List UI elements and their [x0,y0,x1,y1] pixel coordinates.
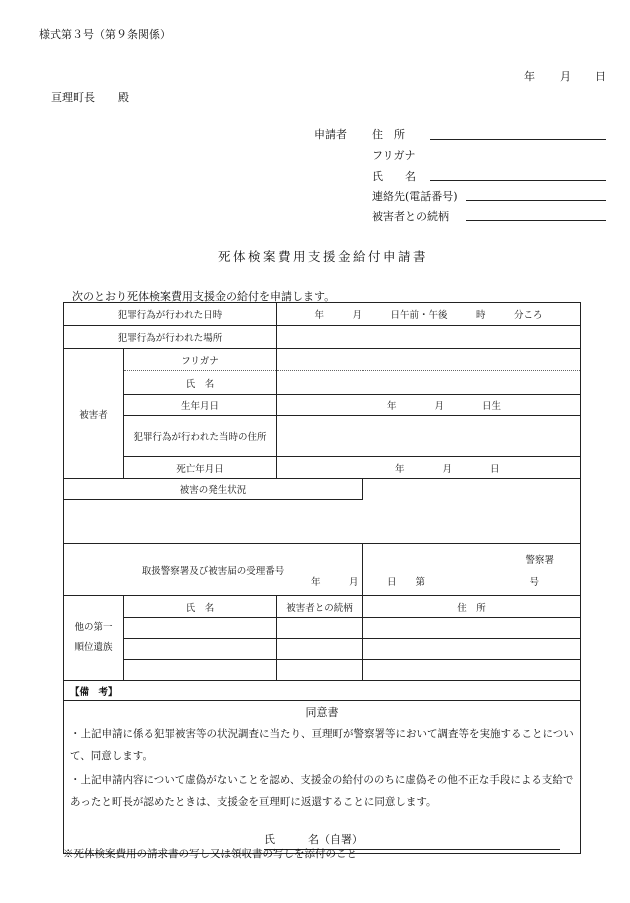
family-relation-field-1[interactable] [277,618,363,639]
addressee-honorific: 殿 [118,91,129,104]
other-family-label-line1: 他の第一 [74,622,113,633]
family-address-field-2[interactable] [363,639,581,660]
date-month: 月 [560,70,571,83]
victim-name-label: 氏 名 [124,371,277,395]
signature-label: 氏 名（自署） [264,833,363,846]
damage-status-label: 被害の発生状況 [64,479,363,500]
victim-label: 被害者 [64,349,124,479]
consent-title: 同意書 [305,706,339,719]
applicant-relation-label: 被害者との続柄 [372,210,449,223]
family-address-field-3[interactable] [363,660,581,681]
form-number: 様式第３号（第９条関係） [39,28,171,41]
family-header-relation: 被害者との続柄 [277,596,363,618]
family-name-field-3[interactable] [124,660,277,681]
victim-address-field[interactable] [277,416,581,457]
date-year: 年 [524,70,535,83]
consent-item-1: ・上記申請に係る犯罪被害等の状況調査に当たり、亘理町が警察署等において調査等を実施することについて、同意します。 [70,728,574,762]
consent-section [64,701,581,854]
crime-datetime-label: 犯罪行為が行われた日時 [64,303,277,326]
family-relation-field-2[interactable] [277,639,363,660]
applicant-label: 申請者 [314,128,347,141]
crime-place-label: 犯罪行為が行われた場所 [64,326,277,349]
family-address-field-1[interactable] [363,618,581,639]
applicant-phone-label: 連絡先(電話番号) [372,190,458,203]
victim-birthdate-label: 生年月日 [124,395,277,416]
victim-death-date-label: 死亡年月日 [124,457,277,479]
applicant-address-field[interactable] [430,139,606,140]
police-station-text: 警察署 [525,555,555,566]
victim-address-label: 犯罪行為が行われた当時の住所 [124,416,277,457]
applicant-furigana-label: フリガナ [372,149,416,162]
consent-item-2: ・上記申請内容について虚偽がないことを認め、支援金の給付ののちに虚偽その他不正な手段による支給であったと町長が認めたときは、支援金を亘理町に返還することに同意します。 [70,774,574,808]
addressee-name: 亘理町長 [51,91,95,104]
police-field[interactable] [311,544,581,596]
family-relation-field-3[interactable] [277,660,363,681]
remarks-label[interactable]: 【備 考】 [64,681,581,701]
police-label: 取扱警察署及び被害届の受理番号 [64,544,363,596]
victim-furigana-field[interactable] [277,349,581,371]
crime-place-field[interactable] [277,326,581,349]
form-title: 死体検案費用支援金給付申請書 [218,249,429,264]
intro-text: 次のとおり死体検案費用支援金の給付を申請します。 [72,290,336,303]
family-header-address: 住 所 [363,596,581,618]
applicant-name-field[interactable] [430,180,606,181]
applicant-relation-field[interactable] [466,220,606,221]
damage-status-field[interactable] [64,500,581,544]
footnote: ※死体検案費用の請求書の写し又は領収書の写しを添付のこと [63,848,357,860]
victim-birthdate-field[interactable]: 年 月 日生 [277,395,581,416]
applicant-name-label: 氏 名 [372,170,416,183]
victim-death-date-field[interactable]: 年 月 日 [277,457,581,479]
applicant-address-label: 住 所 [372,128,405,141]
application-table [63,302,581,854]
applicant-phone-field[interactable] [466,200,606,201]
crime-datetime-field[interactable]: 年 月 日午前・午後 時 分ころ [277,303,581,326]
family-header-name: 氏 名 [124,596,277,618]
family-name-field-2[interactable] [124,639,277,660]
family-name-field-1[interactable] [124,618,277,639]
other-family-label [64,596,124,681]
other-family-label-line2: 順位遺族 [74,642,113,653]
date-day: 日 [595,70,606,83]
victim-furigana-label: フリガナ [124,349,277,371]
police-number-text: 年 月 日 第 号 [311,577,540,588]
victim-name-field[interactable] [277,371,581,395]
